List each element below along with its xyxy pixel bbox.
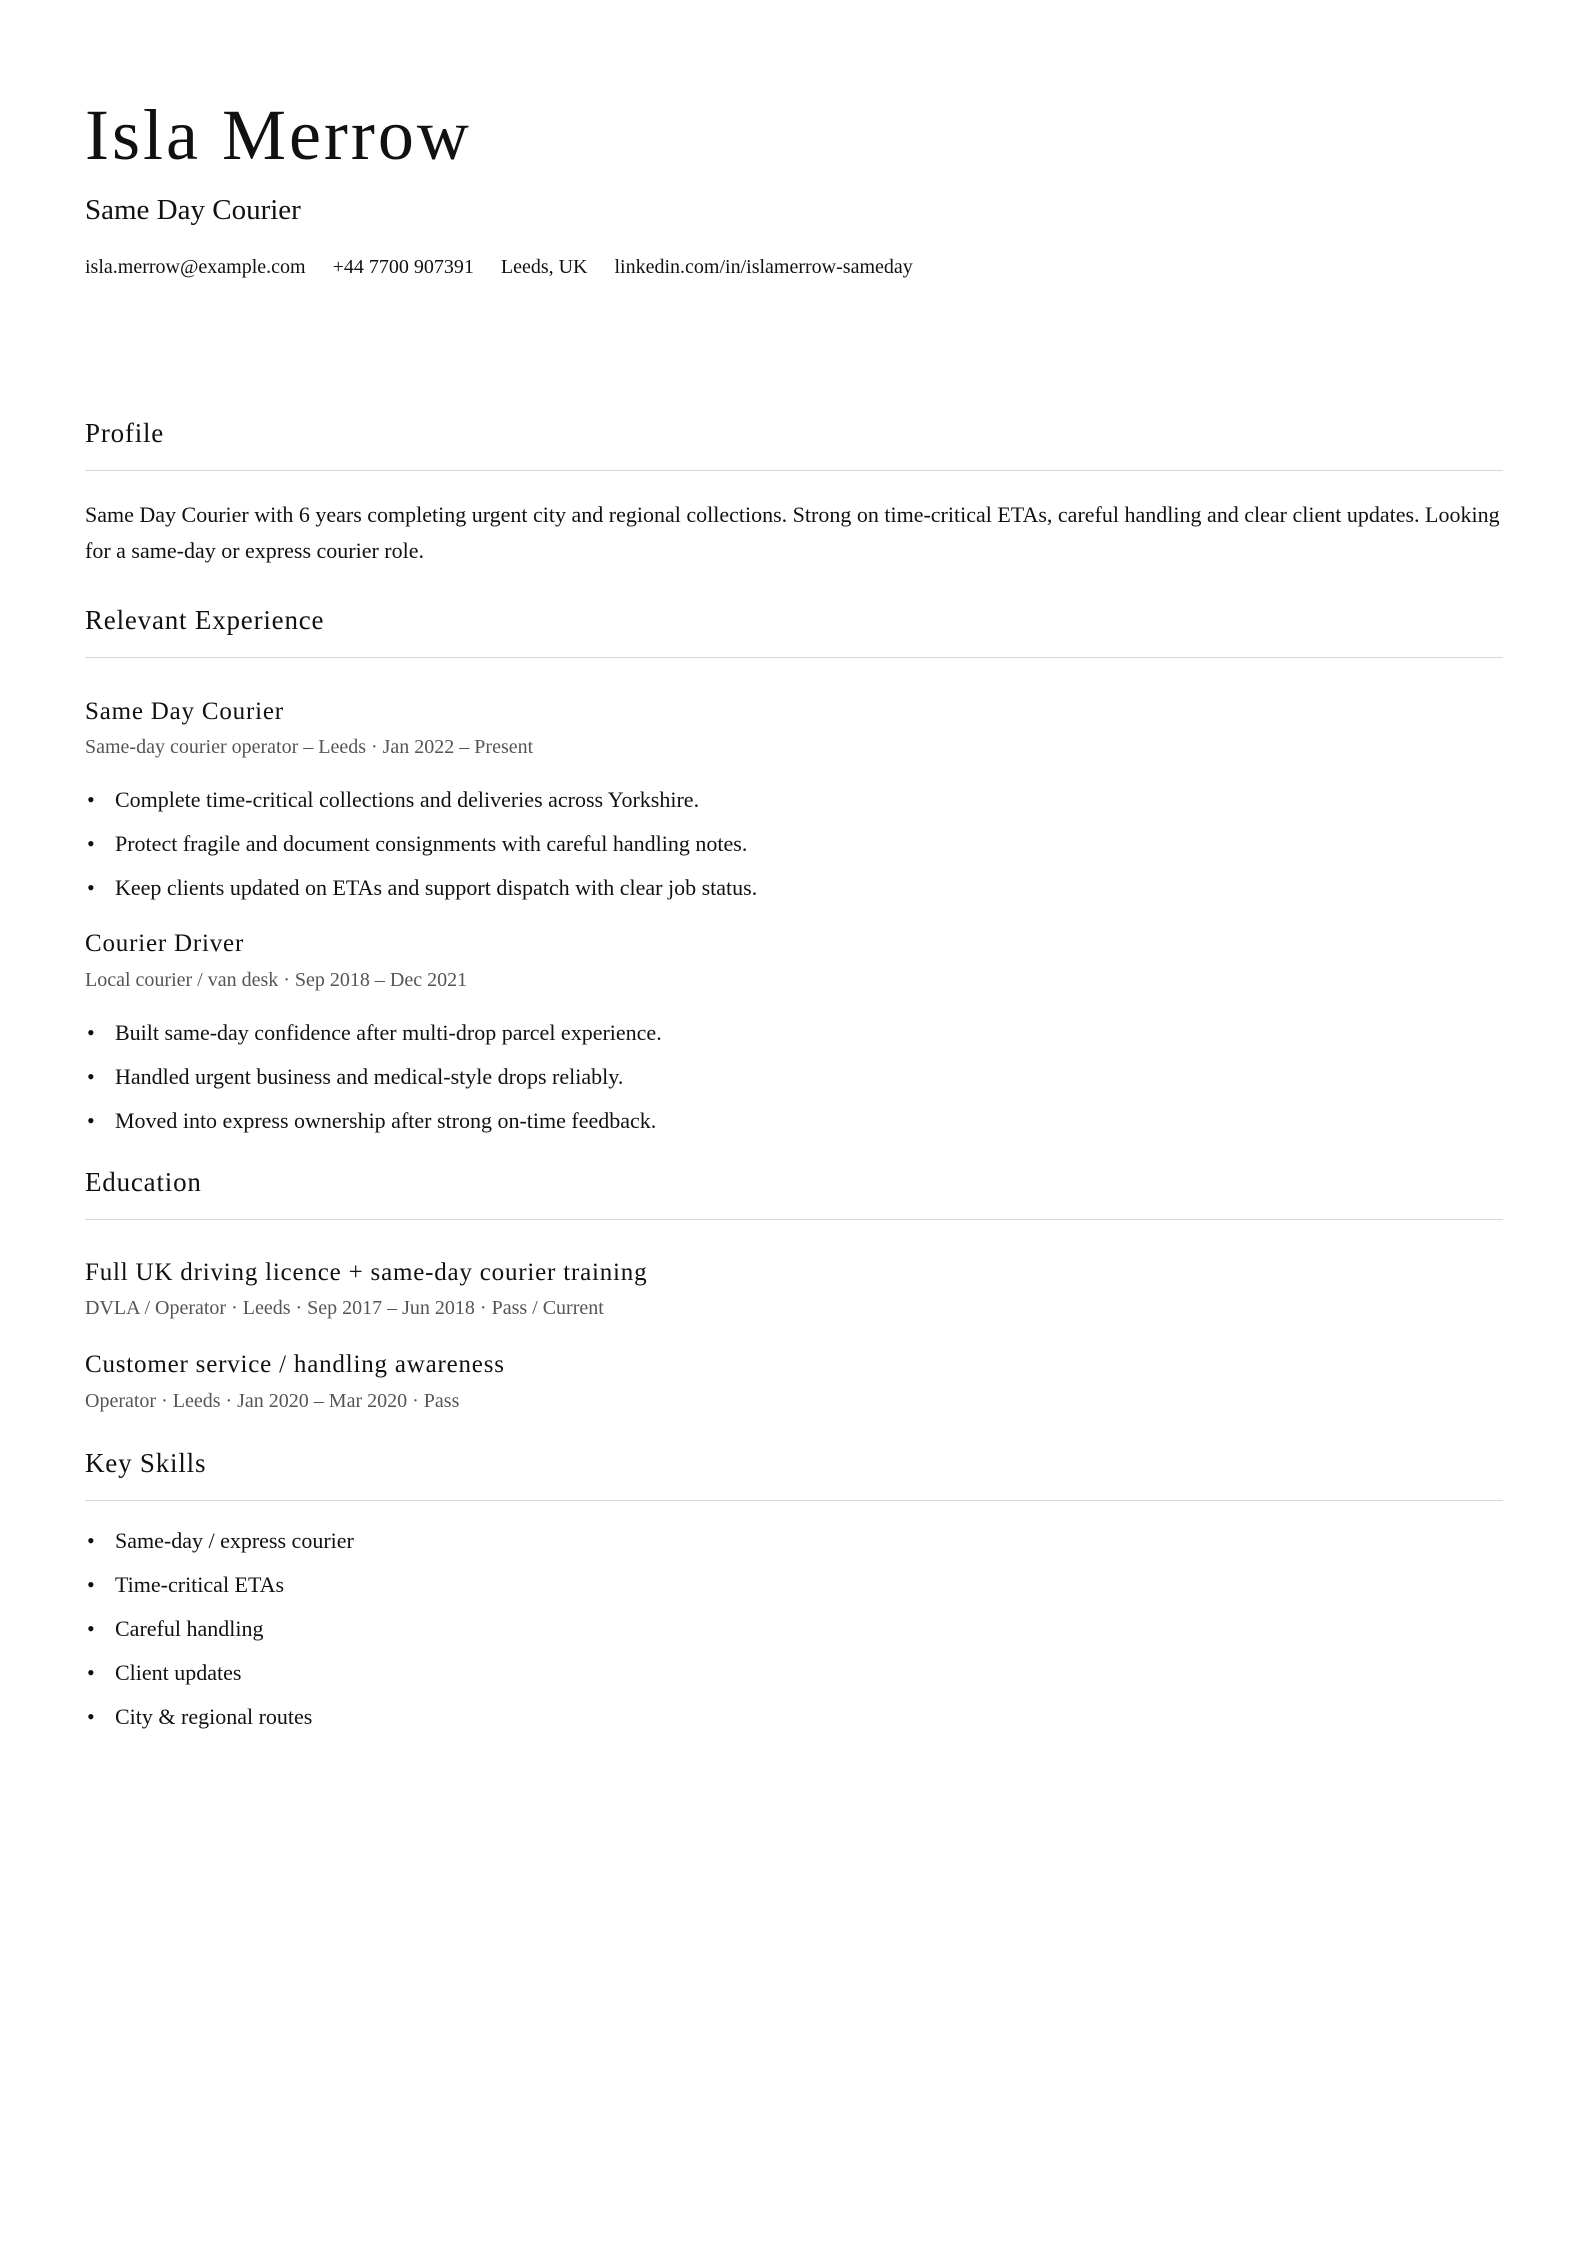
- job-entry: [85, 928, 1503, 1135]
- skill-item: [85, 1571, 1503, 1599]
- contact-phone[interactable]: +44 7700 907391: [332, 255, 474, 278]
- contact-location: Leeds, UK: [500, 255, 588, 278]
- profile-section: [85, 416, 1503, 569]
- skills-list: [85, 1527, 1503, 1731]
- bullet-icon: •: [87, 1528, 95, 1554]
- skill-text: City & regional routes: [115, 1704, 313, 1730]
- experience-section: [85, 603, 1503, 1135]
- job-bullets: [85, 786, 1503, 902]
- skill-text: Time-critical ETAs: [115, 1572, 285, 1598]
- job-meta: Local courier / van desk · Sep 2018 – Dec 2021: [85, 968, 468, 991]
- job-bullets: [85, 1019, 1503, 1135]
- skill-item: [85, 1703, 1503, 1731]
- bullet-icon: •: [87, 1572, 95, 1598]
- education-section: [85, 1165, 1503, 1414]
- skill-text: Client updates: [115, 1660, 242, 1686]
- bullet-text: Protect fragile and document consignments with careful handling notes.: [115, 831, 748, 857]
- skill-text: Careful handling: [115, 1616, 264, 1642]
- bullet-text: Keep clients updated on ETAs and support dispatch with clear job status.: [115, 875, 758, 901]
- bullet-text: Complete time-critical collections and deliveries across Yorkshire.: [115, 787, 700, 813]
- education-entry: [85, 1257, 1503, 1322]
- skills-heading: Key Skills: [85, 1446, 1503, 1501]
- bullet-item: [85, 1019, 1503, 1047]
- bullet-text: Moved into express ownership after strong on-time feedback.: [115, 1107, 657, 1133]
- bullet-item: [85, 1063, 1503, 1091]
- bullet-icon: •: [87, 1063, 95, 1089]
- bullet-icon: •: [87, 875, 95, 901]
- education-meta: DVLA / Operator · Leeds · Sep 2017 – Jun 2018 · Pass / Current: [85, 1297, 604, 1320]
- contact-email[interactable]: isla.merrow@example.com: [85, 255, 306, 278]
- bullet-icon: •: [87, 787, 95, 813]
- education-title: Full UK driving licence + same-day courier training: [85, 1258, 648, 1286]
- job-title: Courier Driver: [85, 930, 245, 958]
- bullet-icon: •: [87, 1019, 95, 1045]
- education-entry: [85, 1349, 1503, 1414]
- bullet-icon: •: [87, 1616, 95, 1642]
- bullet-item: [85, 874, 1503, 902]
- bullet-text: Handled urgent business and medical-style drops reliably.: [115, 1063, 624, 1089]
- bullet-icon: •: [87, 1107, 95, 1133]
- bullet-text: Built same-day confidence after multi-drop parcel experience.: [115, 1019, 662, 1045]
- experience-heading: Relevant Experience: [85, 603, 1503, 658]
- candidate-name: Isla Merrow: [85, 95, 472, 175]
- skill-text: Same-day / express courier: [115, 1528, 354, 1554]
- job-entry: [85, 696, 1503, 903]
- skill-item: [85, 1527, 1503, 1555]
- bullet-item: [85, 1107, 1503, 1135]
- bullet-item: [85, 786, 1503, 814]
- bullet-icon: •: [87, 1660, 95, 1686]
- profile-heading: Profile: [85, 416, 1503, 471]
- education-heading: Education: [85, 1165, 1503, 1220]
- bullet-icon: •: [87, 1704, 95, 1730]
- education-title: Customer service / handling awareness: [85, 1351, 505, 1379]
- bullet-item: [85, 830, 1503, 858]
- job-title: Same Day Courier: [85, 697, 284, 725]
- skills-section: [85, 1446, 1503, 1731]
- profile-summary: Same Day Courier with 6 years completing urgent city and regional collections. Strong on time-critical ETAs, careful handling and clear client updates. Looking for a same-day or express courier role.: [85, 501, 1500, 563]
- education-meta: Operator · Leeds · Jan 2020 – Mar 2020 · Pass: [85, 1389, 460, 1412]
- skill-item: [85, 1615, 1503, 1643]
- job-meta: Same-day courier operator – Leeds · Jan 2022 – Present: [85, 736, 534, 759]
- skill-item: [85, 1659, 1503, 1687]
- bullet-icon: •: [87, 831, 95, 857]
- contact-linkedin[interactable]: linkedin.com/in/islamerrow-sameday: [614, 255, 913, 278]
- contact-line: [85, 256, 1503, 279]
- candidate-title: Same Day Courier: [85, 194, 301, 226]
